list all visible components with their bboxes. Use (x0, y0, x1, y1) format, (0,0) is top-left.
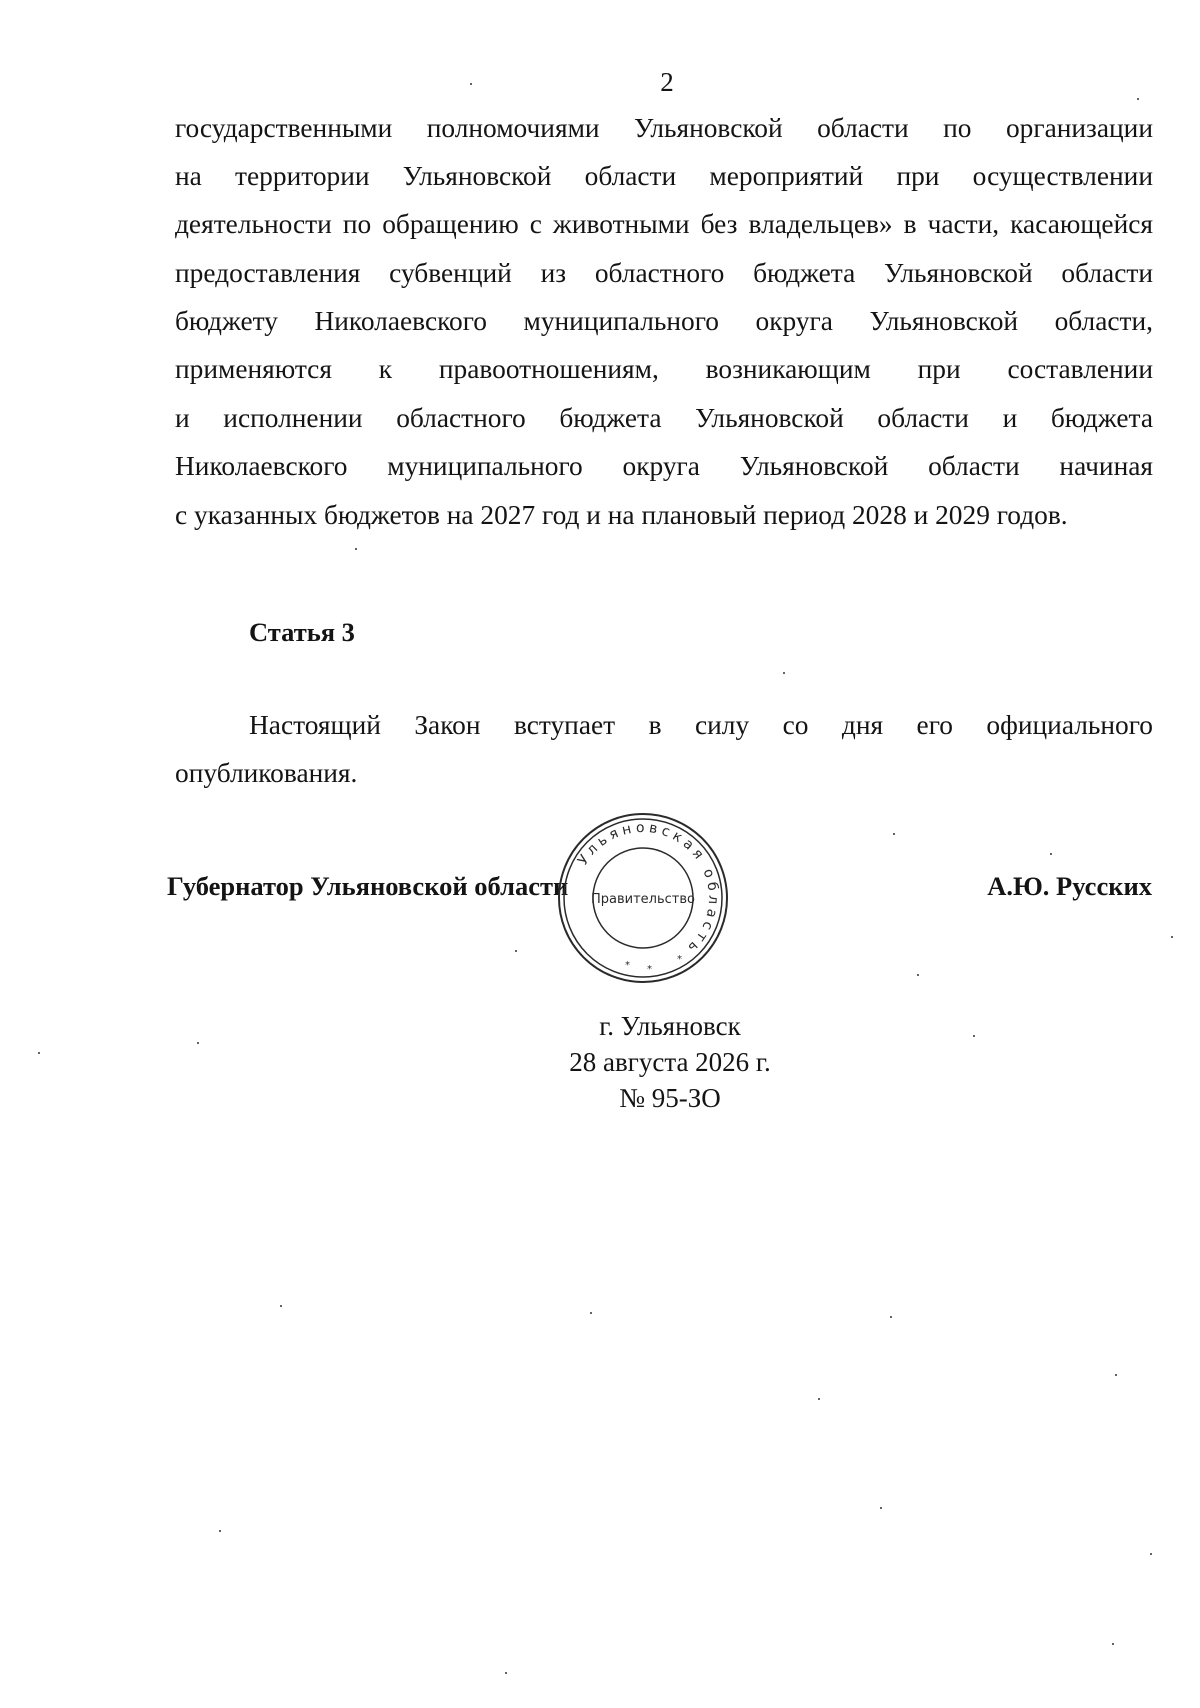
scan-speck (893, 833, 895, 835)
scan-speck (590, 1312, 592, 1314)
scan-speck (505, 1672, 507, 1674)
svg-text:Ульяновская область (575, 820, 721, 958)
svg-text:*: * (625, 960, 630, 971)
scan-speck (1150, 1553, 1152, 1555)
scan-speck (1137, 98, 1139, 100)
closing-law-number: № 95-ЗО (619, 1083, 721, 1113)
scan-speck (1115, 1374, 1117, 1376)
text-line: Николаевского муниципального округа Ульяновской области начиная (175, 451, 1153, 481)
scan-speck (1050, 853, 1052, 855)
scan-speck (280, 1305, 282, 1307)
text-line: Настоящий Закон вступает в силу со дня его официального (249, 710, 1153, 740)
scan-speck (197, 1042, 199, 1044)
scan-speck (219, 1530, 221, 1532)
scan-speck (38, 1052, 40, 1054)
seal-ring-text: Ульяновская область (574, 819, 722, 959)
scan-speck (355, 548, 357, 550)
official-seal (555, 810, 731, 986)
text-line: с указанных бюджетов на 2027 год и на плановый период 2028 и 2029 годов. (175, 500, 1068, 530)
scan-speck (880, 1507, 882, 1509)
text-line: опубликования. (175, 758, 358, 788)
signatory-name: А.Ю. Русских (987, 871, 1152, 901)
scan-speck (917, 974, 919, 976)
scan-speck (973, 1035, 975, 1037)
scan-speck (515, 950, 517, 952)
article-heading: Статья 3 (249, 617, 355, 647)
signatory-position: Губернатор Ульяновской области (167, 871, 569, 901)
scan-speck (470, 83, 472, 85)
text-line: государственными полномочиями Ульяновской области по организации (175, 113, 1153, 143)
scan-speck (890, 1316, 892, 1318)
scan-speck (783, 672, 785, 674)
text-line: и исполнении областного бюджета Ульяновской области и бюджета (175, 403, 1153, 433)
scan-speck (1112, 1643, 1114, 1645)
svg-text:Правительство (591, 892, 695, 907)
closing-city: г. Ульяновск (599, 1011, 741, 1041)
closing-date: 28 августа 2026 г. (569, 1047, 771, 1077)
svg-text:*: * (647, 964, 652, 975)
text-line: на территории Ульяновской области мероприятий при осуществлении (175, 161, 1153, 191)
svg-text:*: * (677, 954, 682, 965)
text-line: бюджету Николаевского муниципального округа Ульяновской области, (175, 306, 1153, 336)
text-line: деятельности по обращению с животными без владельцев» в части, касающейся (175, 209, 1153, 239)
seal-center-text: Правительство (591, 892, 695, 907)
page-number: 2 (660, 67, 674, 97)
scan-speck (818, 1398, 820, 1400)
scan-speck (1171, 936, 1173, 938)
text-line: применяются к правоотношениям, возникающим при составлении (175, 354, 1153, 384)
text-line: предоставления субвенций из областного бюджета Ульяновской области (175, 258, 1153, 288)
